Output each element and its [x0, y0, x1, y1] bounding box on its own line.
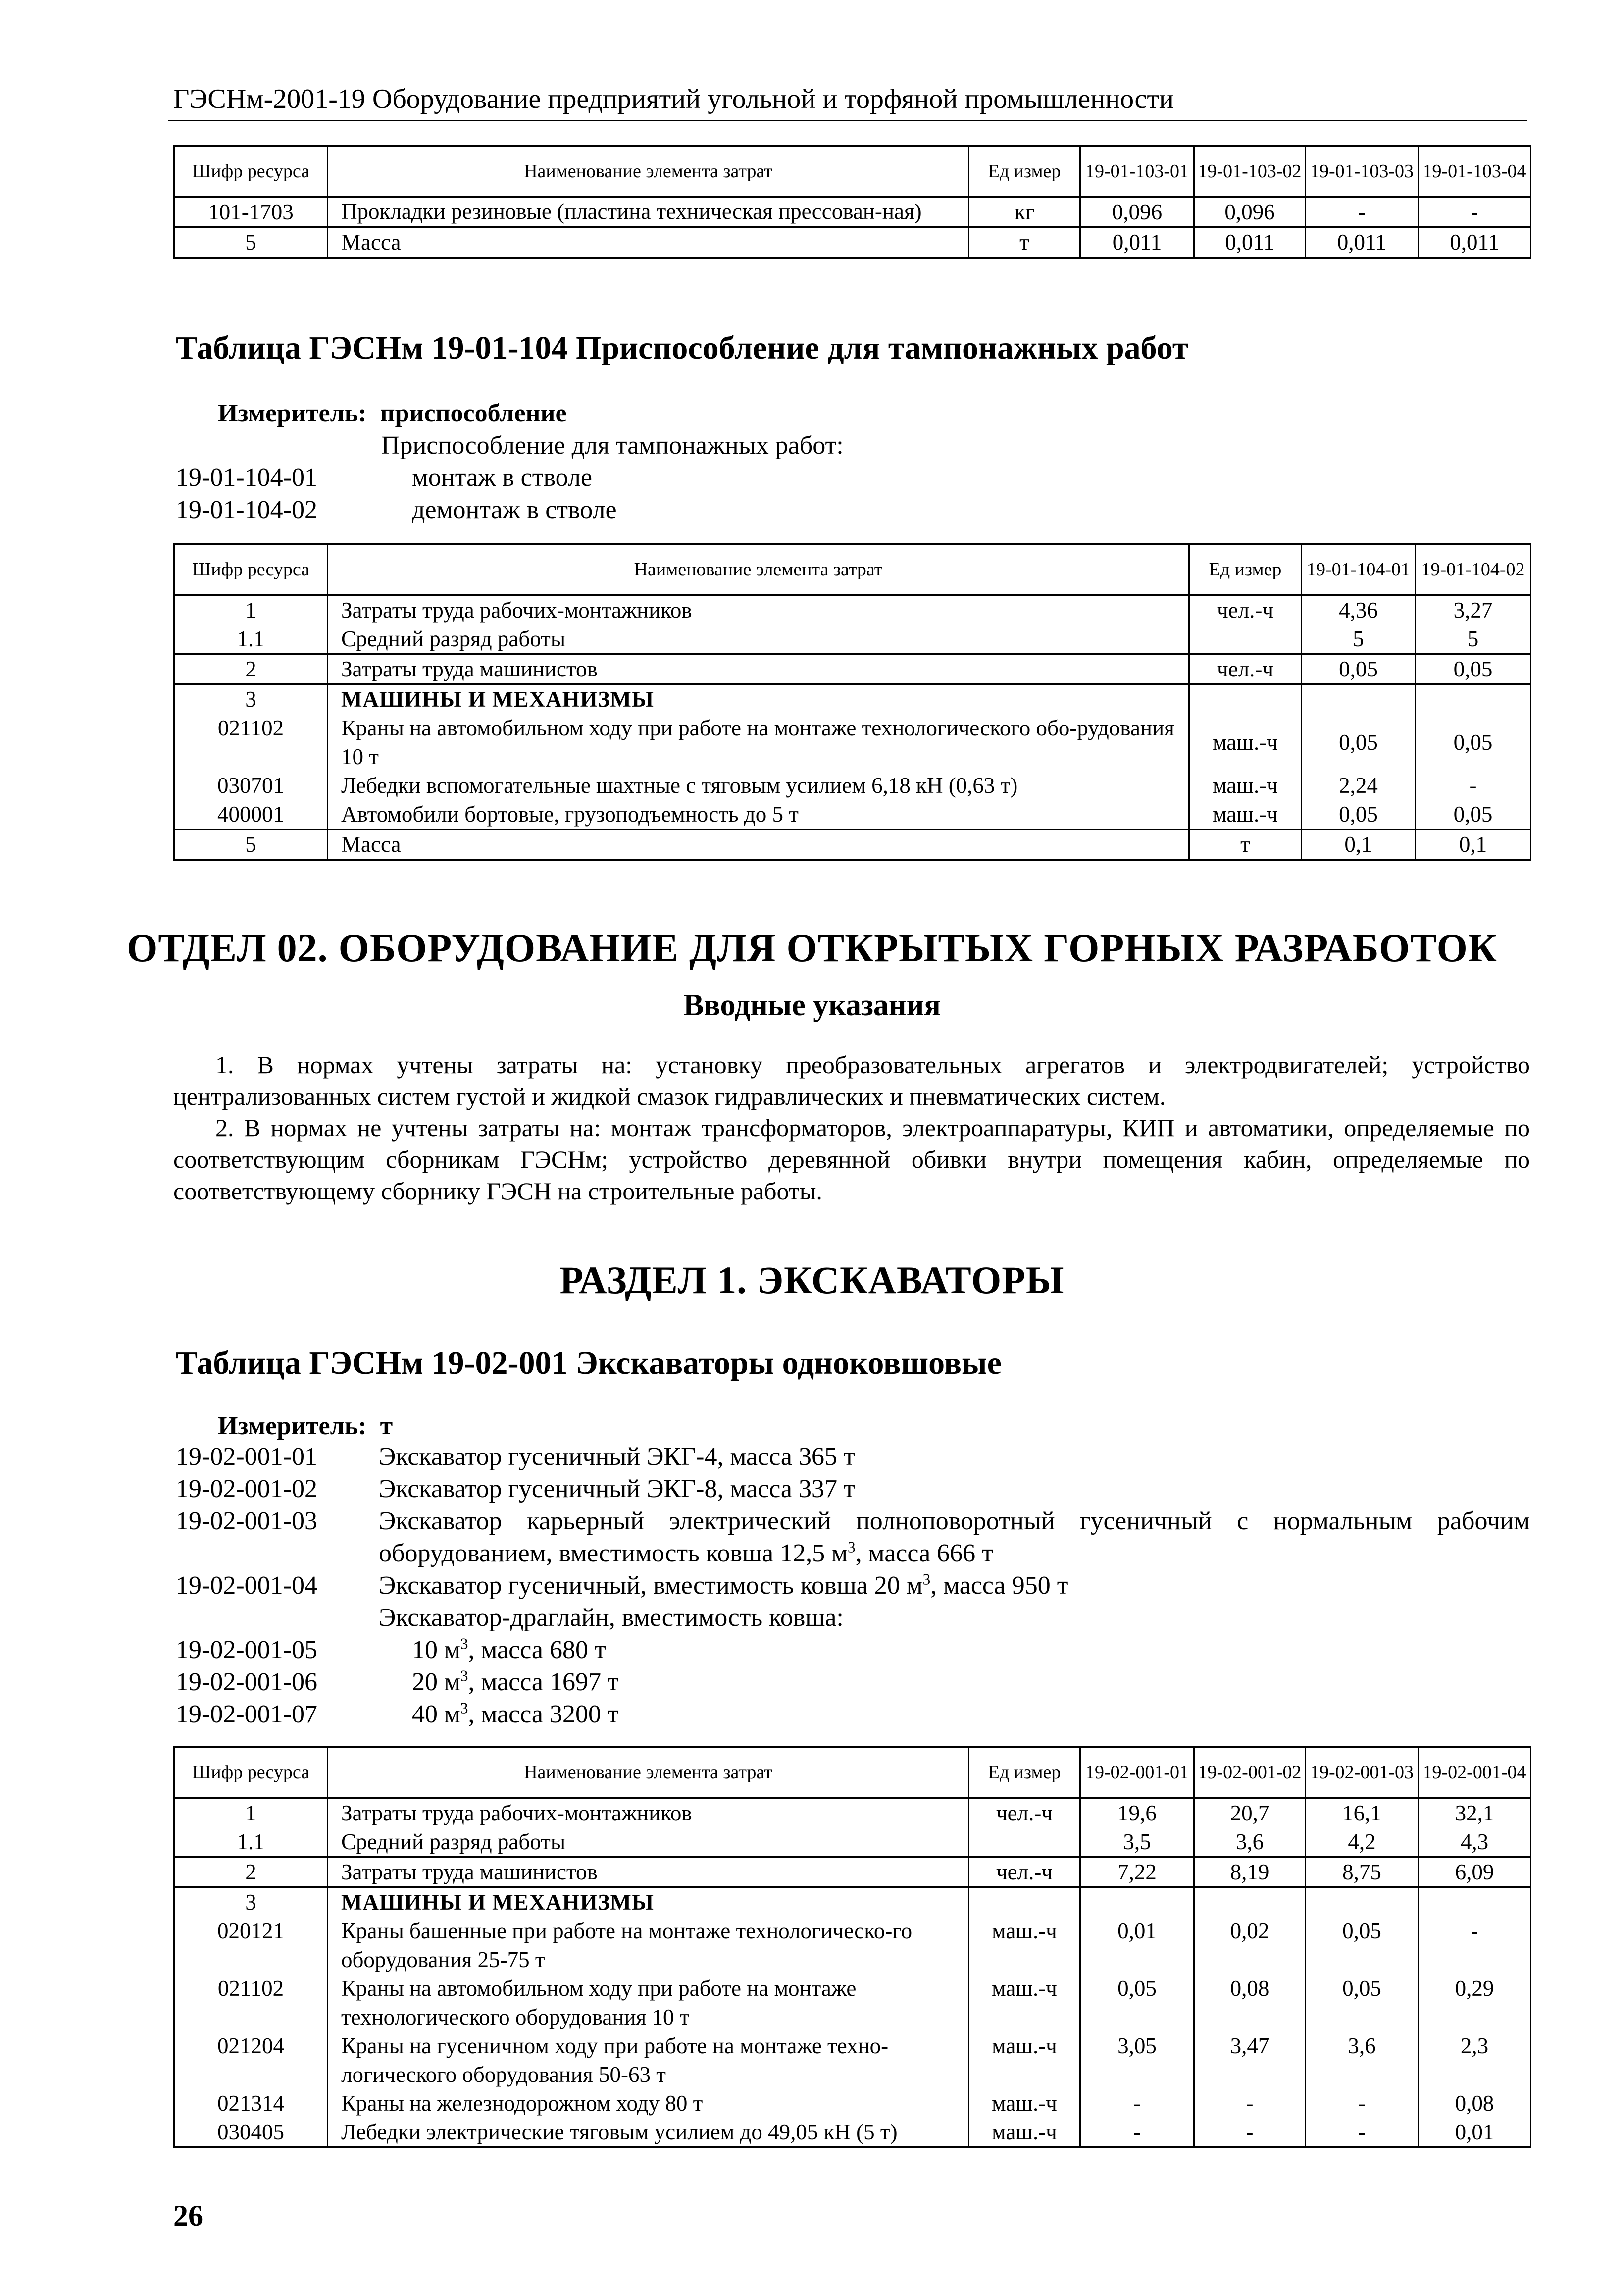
- header-name: Наименование элемента затрат: [328, 544, 1189, 595]
- row-value: 0,01: [1080, 1917, 1194, 1974]
- table-row: [174, 2118, 1531, 2147]
- item-text: [412, 1635, 606, 1664]
- row-value: 5: [1416, 624, 1531, 654]
- table-row: [174, 714, 1531, 771]
- row-value: 0,1: [1302, 830, 1416, 860]
- row-value: 8,19: [1194, 1857, 1306, 1887]
- header-col: 19-02-001-03: [1306, 1747, 1419, 1798]
- row-value: 3,05: [1080, 2031, 1194, 2089]
- row-value: 0,096: [1194, 197, 1306, 227]
- item-text: [412, 1667, 619, 1697]
- row-code: 1: [174, 1798, 328, 1828]
- row-code: 1: [174, 595, 328, 625]
- row-name: Затраты труда рабочих-монтажников: [328, 595, 1189, 625]
- table-row: [174, 2089, 1531, 2118]
- table-row: [174, 197, 1531, 227]
- row-value: 4,36: [1302, 595, 1416, 625]
- header-code: Шифр ресурса: [174, 544, 328, 595]
- row-value: 3,47: [1194, 2031, 1306, 2089]
- row-code: 5: [174, 830, 328, 860]
- row-code: 3: [174, 684, 328, 714]
- row-name: Затраты труда машинистов: [328, 1857, 969, 1887]
- superscript: 3: [460, 1667, 468, 1685]
- row-code: 020121: [174, 1917, 328, 1974]
- row-value: [1302, 684, 1416, 714]
- item-text-part: , масса 1697 т: [468, 1668, 619, 1696]
- row-name: [328, 197, 969, 227]
- row-name: Средний разряд работы: [328, 1827, 969, 1857]
- row-value: 0,05: [1302, 800, 1416, 830]
- header-col: 19-01-104-01: [1302, 544, 1416, 595]
- row-unit: чел.-ч: [1189, 654, 1302, 684]
- row-value: 0,05: [1306, 1917, 1419, 1974]
- item-code: 19-02-001-07: [176, 1700, 317, 1728]
- resource-table-19-01-103: [173, 145, 1531, 259]
- row-unit: маш.-ч: [1189, 714, 1302, 771]
- row-name: Краны башенные при работе на монтаже технологическо-го оборудования 25-75 т: [328, 1917, 969, 1974]
- row-value: 0,08: [1194, 1974, 1306, 2031]
- row-code: 1.1: [174, 624, 328, 654]
- table-title: Таблица ГЭСНм 19-01-104 Приспособление для тампонажных работ: [176, 330, 1189, 366]
- row-code: 021204: [174, 2031, 328, 2089]
- intro-paragraph-2: 2. В нормах не учтены затраты на: монтаж трансформаторов, электроаппаратуры, КИП и автоматики, определяемые по соответствующим сборникам ГЭСНм; устройство деревянной обивки внутри помещения кабин, определяемые по соответствующему сборнику ГЭСН на строительные работы.: [173, 1114, 1530, 1205]
- measure-value: приспособление: [380, 399, 567, 427]
- row-value: [1194, 1887, 1306, 1917]
- row-value: -: [1194, 2089, 1306, 2118]
- row-name: Краны на гусеничном ходу при работе на монтаже техно-логического оборудования 50-63 т: [328, 2031, 969, 2089]
- superscript: 3: [848, 1538, 856, 1556]
- item-text-part: 40 м: [412, 1700, 460, 1728]
- header-col: 19-01-103-02: [1194, 146, 1306, 197]
- row-code: 400001: [174, 800, 328, 830]
- item-code: 19-02-001-04: [176, 1571, 317, 1600]
- item-text: [379, 1571, 1068, 1600]
- table-row: [174, 800, 1531, 830]
- measure-value: т: [380, 1412, 393, 1440]
- running-head: ГЭСНм-2001-19 Оборудование предприятий угольной и торфяной промышленности: [173, 84, 1174, 114]
- page-number: 26: [173, 2199, 203, 2232]
- row-value: 2,3: [1419, 2031, 1531, 2089]
- row-value: 0,08: [1419, 2089, 1531, 2118]
- row-value: 20,7: [1194, 1798, 1306, 1828]
- item-code: 19-02-001-06: [176, 1668, 317, 1696]
- row-name: Автомобили бортовые, грузоподъемность до 5 т: [328, 800, 1189, 830]
- row-code: 3: [174, 1887, 328, 1917]
- item-text: демонтаж в стволе: [412, 496, 617, 524]
- row-value: 0,096: [1080, 197, 1194, 227]
- header-col: 19-02-001-01: [1080, 1747, 1194, 1798]
- table-row: [174, 1887, 1531, 1917]
- row-value: 8,75: [1306, 1857, 1419, 1887]
- row-value: -: [1080, 2118, 1194, 2147]
- superscript: 3: [460, 1635, 468, 1653]
- row-name: Затраты труда машинистов: [328, 654, 1189, 684]
- header-name: Наименование элемента затрат: [328, 1747, 969, 1798]
- row-value: [1416, 684, 1531, 714]
- header-code: Шифр ресурса: [174, 146, 328, 197]
- item-text: Экскаватор гусеничный ЭКГ-4, масса 365 т: [379, 1443, 855, 1471]
- header-unit: Ед измер: [1189, 544, 1302, 595]
- table-row: [174, 1857, 1531, 1887]
- row-value: 0,05: [1302, 654, 1416, 684]
- header-col: 19-02-001-04: [1419, 1747, 1531, 1798]
- table-row: [174, 771, 1531, 800]
- row-unit: [969, 1887, 1080, 1917]
- row-value: 0,05: [1416, 654, 1531, 684]
- row-name: Краны на автомобильном ходу при работе на монтаже технологического оборудования 10 т: [328, 1974, 969, 2031]
- superscript: 3: [922, 1570, 931, 1588]
- row-value: 0,011: [1419, 227, 1531, 258]
- row-name: Краны на автомобильном ходу при работе на монтаже технологического обо-рудования 10 т: [328, 714, 1189, 771]
- row-value: 0,1: [1416, 830, 1531, 860]
- table-row: [174, 654, 1531, 684]
- table-row: [174, 684, 1531, 714]
- row-value: [1080, 1887, 1194, 1917]
- table-row: [174, 1917, 1531, 1974]
- table-title: Таблица ГЭСНм 19-02-001 Экскаваторы одноковшовые: [176, 1345, 1002, 1381]
- row-value: 0,29: [1419, 1974, 1531, 2031]
- row-unit: т: [969, 227, 1080, 258]
- row-value: [1306, 1887, 1419, 1917]
- item-text: монтаж в стволе: [412, 464, 592, 492]
- header-rule: [168, 120, 1527, 121]
- row-code: 101-1703: [174, 197, 328, 227]
- header-code: Шифр ресурса: [174, 1747, 328, 1798]
- item-text-part: Экскаватор гусеничный, вместимость ковша 20 м: [379, 1571, 923, 1600]
- row-value: 3,6: [1306, 2031, 1419, 2089]
- header-unit: Ед измер: [969, 1747, 1080, 1798]
- row-unit: маш.-ч: [969, 1974, 1080, 2031]
- intro-title: Вводные указания: [683, 988, 941, 1022]
- header-name: Наименование элемента затрат: [328, 146, 969, 197]
- item-text-part: оборудованием, вместимость ковша 12,5 м: [379, 1539, 848, 1567]
- measure-label-text: Измеритель:: [218, 399, 367, 427]
- row-code: 2: [174, 654, 328, 684]
- item-code: 19-02-001-01: [176, 1443, 317, 1471]
- row-value: -: [1194, 2118, 1306, 2147]
- row-name: Средний разряд работы: [328, 624, 1189, 654]
- row-value: 0,05: [1416, 800, 1531, 830]
- row-unit: маш.-ч: [969, 2089, 1080, 2118]
- row-unit: маш.-ч: [969, 2031, 1080, 2089]
- item-text-part: , масса 680 т: [468, 1636, 606, 1664]
- header-col: 19-02-001-02: [1194, 1747, 1306, 1798]
- section-title: ОТДЕЛ 02. ОБОРУДОВАНИЕ ДЛЯ ОТКРЫТЫХ ГОРНЫХ РАЗРАБОТОК: [127, 927, 1497, 970]
- row-value: 0,01: [1419, 2118, 1531, 2147]
- item-text: Экскаватор гусеничный ЭКГ-8, масса 337 т: [379, 1475, 855, 1503]
- table-row: [174, 624, 1531, 654]
- superscript: 3: [460, 1699, 468, 1717]
- item-text-part: 10 м: [412, 1636, 460, 1664]
- row-value: 5: [1302, 624, 1416, 654]
- row-unit: кг: [969, 197, 1080, 227]
- resource-table-19-02-001: [173, 1746, 1531, 2148]
- row-unit: маш.-ч: [1189, 800, 1302, 830]
- row-value: 0,02: [1194, 1917, 1306, 1974]
- item-text-part: , масса 950 т: [930, 1571, 1068, 1600]
- table-row: [174, 595, 1531, 625]
- row-value: 3,5: [1080, 1827, 1194, 1857]
- row-value: 0,011: [1306, 227, 1419, 258]
- row-unit: маш.-ч: [969, 2118, 1080, 2147]
- row-value: -: [1416, 771, 1531, 800]
- row-value: -: [1306, 2118, 1419, 2147]
- table-row: [174, 830, 1531, 860]
- row-value: -: [1419, 1917, 1531, 1974]
- row-value: -: [1419, 197, 1531, 227]
- row-name: МАШИНЫ И МЕХАНИЗМЫ: [328, 1887, 969, 1917]
- row-name: Краны на железнодорожном ходу 80 т: [328, 2089, 969, 2118]
- row-value: -: [1306, 2089, 1419, 2118]
- header-unit: Ед измер: [969, 146, 1080, 197]
- item-intro: Приспособление для тампонажных работ:: [381, 431, 844, 460]
- row-value: 0,011: [1194, 227, 1306, 258]
- item-code: 19-02-001-03: [176, 1507, 317, 1535]
- item-code: 19-02-001-05: [176, 1636, 317, 1664]
- razdel-title: РАЗДЕЛ 1. ЭКСКАВАТОРЫ: [559, 1258, 1065, 1301]
- row-unit: чел.-ч: [1189, 595, 1302, 625]
- row-name: Лебедки вспомогательные шахтные с тяговым усилием 6,18 кН (0,63 т): [328, 771, 1189, 800]
- item-text-part: , масса 3200 т: [468, 1700, 619, 1728]
- row-code: 021102: [174, 1974, 328, 2031]
- row-name: Лебедки электрические тяговым усилием до 49,05 кН (5 т): [328, 2118, 969, 2147]
- header-col: 19-01-103-03: [1306, 146, 1419, 197]
- row-value: -: [1306, 197, 1419, 227]
- row-code: 021314: [174, 2089, 328, 2118]
- row-unit: маш.-ч: [1189, 771, 1302, 800]
- item-text-part: , масса 666 т: [855, 1539, 993, 1567]
- row-unit: маш.-ч: [969, 1917, 1080, 1974]
- item-intro: Экскаватор-драглайн, вместимость ковша:: [379, 1604, 844, 1632]
- table-row: [174, 2031, 1531, 2089]
- table-row: [174, 1974, 1531, 2031]
- row-value: 19,6: [1080, 1798, 1194, 1828]
- row-name: МАШИНЫ И МЕХАНИЗМЫ: [328, 684, 1189, 714]
- row-name: Масса: [328, 830, 1189, 860]
- measure-label: [218, 399, 567, 428]
- row-value: 0,05: [1306, 1974, 1419, 2031]
- row-unit: [969, 1827, 1080, 1857]
- row-name: Затраты труда рабочих-монтажников: [328, 1798, 969, 1828]
- row-value: 7,22: [1080, 1857, 1194, 1887]
- row-code: 030405: [174, 2118, 328, 2147]
- row-value: 4,3: [1419, 1827, 1531, 1857]
- row-code: 021102: [174, 714, 328, 771]
- item-text-part: 20 м: [412, 1668, 460, 1696]
- item-text: [412, 1700, 619, 1729]
- row-value: 4,2: [1306, 1827, 1419, 1857]
- row-value: 2,24: [1302, 771, 1416, 800]
- row-name: Масса: [328, 227, 969, 258]
- intro-paragraph-1: 1. В нормах учтены затраты на: установку преобразовательных агрегатов и электродвигателей; устройство централизованных систем густой и жидкой смазок гидравлических и пневматических систем.: [173, 1051, 1530, 1110]
- header-col: 19-01-104-02: [1416, 544, 1531, 595]
- row-name-text: Прокладки резиновые (пластина техническая прессован-ная): [341, 199, 922, 224]
- table-row: [174, 1798, 1531, 1828]
- measure-label: [218, 1411, 393, 1441]
- item-text: Экскаватор карьерный электрический полноповоротный гусеничный с нормальным рабочим: [379, 1507, 1530, 1535]
- row-unit: т: [1189, 830, 1302, 860]
- item-code: 19-01-104-01: [176, 464, 317, 492]
- item-text-cont: [379, 1539, 993, 1568]
- row-value: 3,27: [1416, 595, 1531, 625]
- item-code: 19-02-001-02: [176, 1475, 317, 1503]
- item-code: 19-01-104-02: [176, 496, 317, 524]
- row-unit: чел.-ч: [969, 1857, 1080, 1887]
- row-value: 0,011: [1080, 227, 1194, 258]
- row-value: 6,09: [1419, 1857, 1531, 1887]
- measure-label-text: Измеритель:: [218, 1412, 367, 1440]
- header-col: 19-01-103-04: [1419, 146, 1531, 197]
- resource-table-19-01-104: [173, 543, 1531, 861]
- row-value: 0,05: [1080, 1974, 1194, 2031]
- row-value: 0,05: [1302, 714, 1416, 771]
- row-unit: [1189, 624, 1302, 654]
- table-row: [174, 1827, 1531, 1857]
- row-value: 0,05: [1416, 714, 1531, 771]
- row-code: 5: [174, 227, 328, 258]
- row-unit: [1189, 684, 1302, 714]
- row-value: [1419, 1887, 1531, 1917]
- header-col: 19-01-103-01: [1080, 146, 1194, 197]
- row-code: 2: [174, 1857, 328, 1887]
- row-value: 3,6: [1194, 1827, 1306, 1857]
- row-value: -: [1080, 2089, 1194, 2118]
- row-code: 1.1: [174, 1827, 328, 1857]
- row-value: 32,1: [1419, 1798, 1531, 1828]
- row-code: 030701: [174, 771, 328, 800]
- table-row: [174, 227, 1531, 258]
- row-value: 16,1: [1306, 1798, 1419, 1828]
- row-unit: чел.-ч: [969, 1798, 1080, 1828]
